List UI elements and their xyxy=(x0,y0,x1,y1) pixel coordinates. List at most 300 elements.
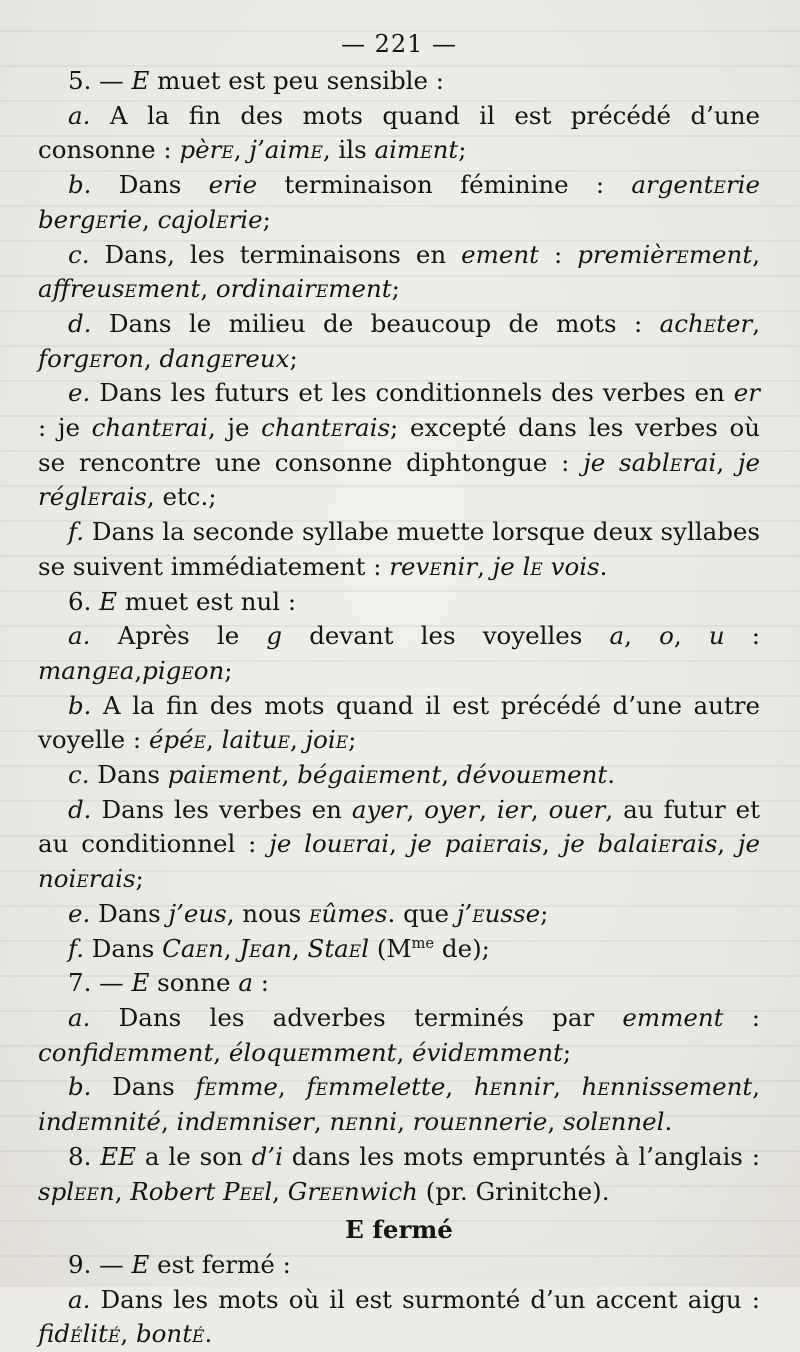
italic-text: e xyxy=(308,898,322,928)
text-run: ; xyxy=(391,274,400,304)
italic-text: chant xyxy=(261,413,331,443)
italic-text: ûmes xyxy=(321,898,388,928)
text-run: , xyxy=(223,933,240,963)
italic-text: rie xyxy=(228,204,263,234)
italic-text: rai xyxy=(173,413,208,443)
italic-text: n xyxy=(207,933,224,963)
text-run: Dans xyxy=(83,933,163,963)
italic-text: affreus xyxy=(38,274,125,304)
text-run: Dans xyxy=(90,898,169,928)
italic-text: a. xyxy=(68,1284,91,1314)
italic-text: sol xyxy=(563,1107,599,1137)
italic-text: a xyxy=(238,968,253,998)
italic-text: ment xyxy=(543,760,608,790)
italic-text: mang xyxy=(38,655,108,685)
italic-text: rais xyxy=(88,864,136,894)
italic-text: e xyxy=(76,864,89,894)
italic-text: éloqu xyxy=(228,1037,298,1067)
text-run: , xyxy=(277,1072,307,1102)
paragraph-rule-5b xyxy=(38,168,760,237)
superscript-text: me xyxy=(411,934,435,952)
italic-text: mmelette xyxy=(327,1072,446,1102)
paragraph-rule-5 xyxy=(38,64,760,99)
italic-text: je sabl xyxy=(583,447,670,477)
italic-text: ier xyxy=(496,794,531,824)
text-run: 6. xyxy=(68,586,100,616)
italic-text: je régl xyxy=(38,447,761,512)
italic-text: rais xyxy=(100,482,147,512)
italic-text: lit xyxy=(82,1319,108,1349)
italic-text: rai xyxy=(682,447,717,477)
text-run: Dans xyxy=(91,1072,196,1102)
italic-text: bégai xyxy=(297,760,366,790)
text-run: , xyxy=(281,760,298,790)
text-run: , xyxy=(477,551,493,581)
text-run: terminaison féminine : xyxy=(257,170,632,200)
text-run: , xyxy=(143,343,160,373)
text-run: muet est peu sensible : xyxy=(149,66,445,95)
italic-text: e xyxy=(429,551,442,581)
text-run: , xyxy=(445,1072,474,1102)
text-run: , xyxy=(213,1037,229,1067)
italic-text: pig xyxy=(142,655,182,685)
italic-text: j’aim xyxy=(249,135,311,165)
text-run: , xyxy=(479,794,497,824)
italic-text: rev xyxy=(389,551,430,581)
italic-text: e xyxy=(204,1072,217,1102)
text-run: , xyxy=(752,1072,761,1102)
italic-text: pai xyxy=(167,760,206,790)
italic-text: rais xyxy=(343,413,391,443)
italic-text: e xyxy=(95,204,108,234)
text-run: : xyxy=(724,621,761,651)
text-run: , xyxy=(752,239,760,269)
italic-text: nnir xyxy=(502,1072,554,1102)
italic-text: h xyxy=(581,1072,598,1102)
italic-text: e xyxy=(297,1037,310,1067)
italic-text: évid xyxy=(412,1037,464,1067)
italic-text: e xyxy=(489,1072,503,1102)
italic-text: nnerie xyxy=(467,1107,548,1137)
italic-text: usse xyxy=(484,898,541,928)
text-run: , xyxy=(717,829,738,859)
italic-text: forg xyxy=(38,343,90,373)
italic-text: pèr xyxy=(179,135,222,165)
paragraph-rule-5d xyxy=(38,307,760,376)
italic-text: ayer xyxy=(351,794,407,824)
text-run: Dans les verbes en xyxy=(91,794,352,824)
italic-text: je balai xyxy=(562,829,659,859)
text-run: , xyxy=(530,794,549,824)
italic-text: dévou xyxy=(456,760,532,790)
italic-text: e xyxy=(114,1037,127,1067)
italic-text: rai xyxy=(354,829,390,859)
text-run: Dans, les terminaisons en xyxy=(89,239,462,269)
text-run: , au futur et au conditionnel : xyxy=(38,794,760,859)
italic-text: e xyxy=(315,274,329,304)
italic-text: j’eus xyxy=(168,898,227,928)
italic-text: e xyxy=(216,204,229,234)
italic-text: e xyxy=(277,725,290,755)
text-run: Dans le milieu de beaucoup de mots : xyxy=(91,308,660,338)
text-run: ; xyxy=(224,655,233,685)
text-run: a le son xyxy=(136,1141,252,1171)
text-run: ; xyxy=(458,135,467,165)
text-run: , xyxy=(160,1107,177,1137)
italic-text: d. xyxy=(68,794,92,824)
italic-text: e xyxy=(454,1107,468,1137)
text-run: : xyxy=(723,1002,761,1032)
italic-text: Gr xyxy=(287,1176,320,1206)
italic-text: ee xyxy=(239,1176,265,1206)
page-number: — 221 — xyxy=(340,30,458,58)
text-run: Dans les futurs et les conditionnels des verbes en xyxy=(90,378,734,408)
text-run: , etc.; xyxy=(146,482,217,512)
text-run: : je xyxy=(38,413,92,443)
italic-text: a xyxy=(609,621,625,651)
italic-text: b. xyxy=(68,690,92,720)
italic-text: l xyxy=(361,933,370,963)
italic-text: e xyxy=(221,343,234,373)
italic-text: berg xyxy=(38,204,96,234)
text-run: ; xyxy=(562,1037,572,1067)
text-run: Dans les adverbes terminés par xyxy=(90,1002,623,1032)
italic-text: an xyxy=(261,933,292,963)
paragraph-rule-6a xyxy=(38,619,760,688)
italic-text: é xyxy=(107,1319,121,1349)
italic-text: erie xyxy=(208,170,258,200)
italic-text: e xyxy=(315,1072,328,1102)
italic-text: ee xyxy=(74,1176,99,1206)
italic-text: chant xyxy=(91,413,162,443)
paragraph-rule-6c xyxy=(38,758,760,793)
italic-text: e xyxy=(221,135,234,165)
italic-text: o xyxy=(659,621,674,651)
italic-text: ouer xyxy=(548,794,606,824)
italic-text: e. xyxy=(68,378,91,408)
italic-text: nwich xyxy=(343,1176,418,1206)
italic-text: rais xyxy=(495,829,542,859)
text-run: , xyxy=(120,1319,136,1349)
italic-text: on xyxy=(193,655,225,685)
italic-text: J xyxy=(239,933,250,963)
italic-text: ment xyxy=(218,760,282,790)
text-run: , xyxy=(134,655,143,685)
text-run: , xyxy=(206,725,222,755)
italic-text: e xyxy=(669,447,683,477)
text-run: de); xyxy=(434,933,490,963)
italic-text: l xyxy=(264,1176,273,1206)
text-run: (M xyxy=(369,933,412,963)
text-run: Dans la seconde syllabe muette lorsque deux syllabes se suivent immédiatement : xyxy=(38,517,760,581)
italic-text: E xyxy=(131,66,150,95)
italic-text: Robert P xyxy=(130,1176,240,1206)
italic-text: ind xyxy=(176,1107,216,1137)
italic-text: E xyxy=(131,1249,150,1279)
italic-text: e xyxy=(713,170,726,200)
italic-text: ordinair xyxy=(215,274,316,304)
italic-text: fid xyxy=(38,1319,71,1349)
italic-text: ment xyxy=(328,274,392,304)
text-run: . xyxy=(607,760,616,790)
italic-text: bont xyxy=(135,1319,193,1349)
italic-text: ee xyxy=(319,1176,344,1206)
italic-text: rou xyxy=(412,1107,455,1137)
italic-text: g xyxy=(266,621,283,651)
italic-text: e xyxy=(342,829,355,859)
italic-text: e xyxy=(345,1107,358,1137)
italic-text: je pai xyxy=(409,829,483,859)
paragraph-rule-6d xyxy=(38,793,760,897)
italic-text: argent xyxy=(631,170,714,200)
italic-text: é xyxy=(70,1319,83,1349)
italic-text: spl xyxy=(38,1176,75,1206)
italic-text: n xyxy=(329,1107,346,1137)
text-run: Dans xyxy=(89,760,168,790)
text-run: , xyxy=(272,1176,288,1206)
italic-text: ter xyxy=(716,308,753,338)
paragraph-rule-9a xyxy=(38,1283,760,1352)
italic-text: EE xyxy=(100,1141,137,1171)
italic-text: reux xyxy=(233,343,290,373)
italic-text: dang xyxy=(159,343,222,373)
text-run: , xyxy=(233,135,250,165)
italic-text: e xyxy=(124,274,137,304)
italic-text: e xyxy=(215,1107,229,1137)
italic-text: e xyxy=(249,933,262,963)
italic-text: e xyxy=(193,725,207,755)
italic-text: c. xyxy=(68,239,90,269)
text-run: A la fin des mots quand il est précédé d’une autre voyelle : xyxy=(38,690,760,755)
italic-text: h xyxy=(473,1072,490,1102)
text-run: , xyxy=(406,794,425,824)
italic-text: mme xyxy=(216,1072,278,1102)
text-run: , xyxy=(553,1072,582,1102)
italic-text: E xyxy=(99,586,118,616)
italic-text: f xyxy=(306,1072,316,1102)
text-run: , xyxy=(200,274,216,304)
italic-text: laitu xyxy=(221,725,278,755)
italic-text: e xyxy=(310,135,323,165)
italic-text: e xyxy=(530,551,543,581)
text-run: , xyxy=(397,1107,413,1137)
italic-text: ron xyxy=(101,343,144,373)
italic-text: ment xyxy=(377,760,442,790)
italic-text: emment xyxy=(622,1002,724,1032)
text-run: 5. — xyxy=(68,66,132,95)
italic-text: nni xyxy=(357,1107,398,1137)
text-run: 7. — xyxy=(68,968,132,998)
text-run: Dans les mots où il est surmonté d’un accent aigu : xyxy=(90,1284,760,1314)
italic-text: ach xyxy=(659,308,704,338)
text-run: , xyxy=(441,760,457,790)
text-run: ; xyxy=(540,898,549,928)
text-run: , ils xyxy=(322,135,375,165)
italic-text: épé xyxy=(148,725,194,755)
italic-text: f xyxy=(195,1072,205,1102)
italic-text: u xyxy=(708,621,725,651)
italic-text: e xyxy=(348,933,362,963)
italic-text: joi xyxy=(305,725,336,755)
italic-text: e xyxy=(181,655,194,685)
text-run: : xyxy=(252,968,269,998)
paragraph-rule-7b xyxy=(38,1070,760,1139)
text-run: , xyxy=(114,1176,131,1206)
text-run: dans les mots empruntés à l’anglais : xyxy=(282,1141,760,1171)
italic-text: e xyxy=(658,829,671,859)
italic-text: E xyxy=(131,968,150,998)
italic-text: a. xyxy=(68,1002,91,1032)
italic-text: e xyxy=(420,135,433,165)
italic-text: e xyxy=(77,1107,90,1137)
section-title-text: E fermé xyxy=(345,1215,453,1245)
paragraph-rule-5e xyxy=(38,376,760,515)
paragraph-rule-5a xyxy=(38,99,760,168)
italic-text: je l xyxy=(492,551,531,581)
text-run: . xyxy=(664,1107,673,1137)
italic-text: e xyxy=(89,343,102,373)
italic-text: e xyxy=(87,482,101,512)
italic-text: ement xyxy=(461,239,539,269)
italic-text: e xyxy=(703,308,717,338)
text-run: sonne xyxy=(149,968,239,998)
italic-text: nnel xyxy=(610,1107,665,1137)
italic-text: e xyxy=(195,933,208,963)
italic-text: b. xyxy=(68,170,92,200)
italic-text: rais xyxy=(670,829,718,859)
text-run: , xyxy=(289,725,306,755)
italic-text: e xyxy=(161,413,174,443)
italic-text: e xyxy=(107,655,120,685)
italic-text: e xyxy=(598,1107,611,1137)
text-run: 8. xyxy=(68,1141,101,1171)
italic-text: e xyxy=(365,760,378,790)
paragraph-rule-5c xyxy=(38,238,760,307)
italic-text: d. xyxy=(68,308,92,338)
italic-text: e. xyxy=(68,898,91,928)
italic-text: e xyxy=(472,898,485,928)
italic-text: e xyxy=(531,760,544,790)
italic-text: je noi xyxy=(38,829,761,894)
paragraph-rule-7a xyxy=(38,1001,760,1070)
italic-text: rie xyxy=(108,204,143,234)
paragraph-rule-6 xyxy=(38,585,760,620)
text-run: , xyxy=(624,621,660,651)
text-run: , xyxy=(716,447,738,477)
italic-text: e xyxy=(597,1072,610,1102)
text-run: , xyxy=(752,308,760,338)
paragraph-rule-6e xyxy=(38,897,760,932)
text-run: , xyxy=(313,1107,330,1137)
text-run: , xyxy=(541,829,563,859)
italic-text: mnité xyxy=(89,1107,161,1137)
italic-text: vois xyxy=(542,551,600,581)
italic-text: a. xyxy=(68,100,91,130)
paragraph-rule-6b xyxy=(38,689,760,758)
text-run: , xyxy=(396,1037,413,1067)
text-run: , xyxy=(142,204,158,234)
italic-text: aim xyxy=(374,135,421,165)
text-run: , je xyxy=(207,413,262,443)
text-run: Dans xyxy=(91,170,209,200)
italic-text: nt xyxy=(432,135,459,165)
italic-text: Ca xyxy=(162,933,196,963)
italic-text: cajol xyxy=(157,204,217,234)
text-run: muet est nul : xyxy=(117,586,297,616)
italic-text: oyer xyxy=(424,794,480,824)
italic-text: mment xyxy=(476,1037,563,1067)
text-run: ; xyxy=(289,343,298,373)
italic-text: e xyxy=(482,829,496,859)
text-run: (pr. Grinitche). xyxy=(417,1176,610,1206)
text-run: , xyxy=(389,829,410,859)
italic-text: ment xyxy=(136,274,201,304)
text-run: , xyxy=(673,621,709,651)
italic-text: b. xyxy=(68,1072,92,1102)
text-run: ; excepté dans les verbes où se rencontre une consonne diphtongue : xyxy=(38,413,760,477)
italic-text: nnissement xyxy=(609,1072,753,1102)
italic-text: c. xyxy=(68,760,90,790)
text-run: , nous xyxy=(226,898,309,928)
italic-text: n xyxy=(98,1176,115,1206)
italic-text: je lou xyxy=(269,829,343,859)
italic-text: d’i xyxy=(251,1141,283,1171)
text-run: . xyxy=(204,1319,213,1349)
italic-text: premièr xyxy=(577,239,677,269)
italic-text: Sta xyxy=(307,933,349,963)
text-run: 9. — xyxy=(68,1249,132,1279)
italic-text: f. xyxy=(68,517,84,547)
text-run: A la fin des mots quand il est précédé d’une consonne : xyxy=(38,100,760,165)
paragraph-rule-6f xyxy=(38,932,760,967)
italic-text: a xyxy=(119,655,135,685)
italic-text: a. xyxy=(68,621,91,651)
page-body xyxy=(38,64,760,1352)
paragraph-rule-5f xyxy=(38,515,760,584)
italic-text: ind xyxy=(38,1107,78,1137)
italic-text: ment xyxy=(688,239,753,269)
text-run: ; xyxy=(262,204,271,234)
text-run: , xyxy=(547,1107,564,1137)
text-run: est fermé : xyxy=(149,1249,291,1279)
italic-text: e xyxy=(330,413,344,443)
italic-text: f. xyxy=(68,933,84,963)
italic-text: j’ xyxy=(456,898,473,928)
italic-text: nir xyxy=(441,551,478,581)
italic-text: e xyxy=(335,725,349,755)
italic-text: mment xyxy=(309,1037,397,1067)
text-run: Après le xyxy=(90,621,267,651)
italic-text: er xyxy=(733,378,760,408)
italic-text: e xyxy=(463,1037,477,1067)
italic-text: é xyxy=(192,1319,205,1349)
italic-text: confid xyxy=(38,1037,115,1067)
text-run: . xyxy=(599,551,608,581)
text-run: . que xyxy=(387,898,457,928)
paragraph-rule-7 xyxy=(38,966,760,1001)
text-run: , xyxy=(291,933,308,963)
text-run: : xyxy=(538,239,578,269)
paragraph-rule-8 xyxy=(38,1140,760,1209)
italic-text: mment xyxy=(126,1037,214,1067)
paragraph-rule-9 xyxy=(38,1248,760,1283)
italic-text: rie xyxy=(725,170,760,200)
italic-text: e xyxy=(205,760,219,790)
italic-text: e xyxy=(676,239,689,269)
text-run: devant les voyelles xyxy=(282,621,610,651)
text-run: ; xyxy=(135,864,144,894)
text-run: ; xyxy=(348,725,357,755)
